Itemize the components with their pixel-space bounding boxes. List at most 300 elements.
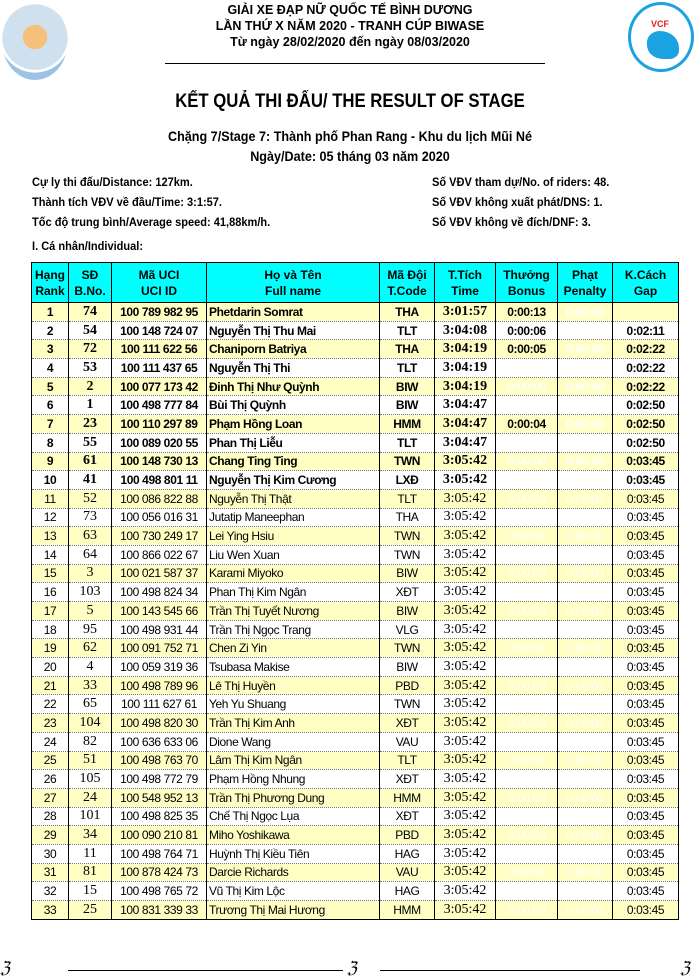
cell-uci-id — [112, 415, 207, 434]
cell-rank — [32, 583, 69, 602]
cell-uci-id — [112, 508, 207, 527]
table-row — [32, 695, 679, 714]
cell-value: 65 — [83, 696, 97, 712]
table-row — [32, 359, 679, 378]
cell-value: 3:04:19 — [442, 378, 488, 394]
cell-bonus — [496, 452, 558, 471]
cell-uci-id — [112, 602, 207, 621]
cell-gap — [613, 452, 679, 471]
footer-logo-icon: ℨ — [680, 958, 690, 977]
column-header-label: Penalty — [563, 283, 607, 298]
cell-value: HMM — [393, 902, 421, 917]
cell-bonus — [496, 545, 558, 564]
cell-team-code — [380, 788, 435, 807]
cell-value: 20 — [43, 659, 57, 674]
cell-value: 100 498 825 35 — [120, 809, 198, 824]
cell-bib — [69, 882, 112, 901]
cell-placeholder: 0:00:00 — [507, 529, 546, 544]
cell-placeholder: 0:00:00 — [565, 342, 605, 357]
cell-value: 4 — [86, 658, 94, 674]
cell-penalty — [558, 377, 613, 396]
cell-placeholder: 0:00:00 — [566, 753, 604, 768]
cell-value: 31 — [43, 865, 57, 880]
cell-bonus — [496, 658, 558, 677]
table-row — [32, 340, 679, 359]
cell-team-code — [380, 807, 435, 826]
cell-time — [435, 303, 496, 322]
cell-penalty — [558, 321, 613, 340]
cell-bib — [69, 415, 112, 434]
cell-full-name — [207, 303, 380, 322]
table-row — [32, 732, 679, 751]
cell-rank — [32, 433, 69, 452]
cell-full-name — [207, 359, 380, 378]
cell-rank — [32, 359, 69, 378]
cell-bonus — [496, 639, 558, 658]
cell-bib — [69, 377, 112, 396]
cell-value: 0:03:45 — [626, 772, 665, 787]
cell-value: 17 — [43, 603, 57, 618]
cell-time — [435, 676, 496, 695]
cell-team-code — [380, 452, 435, 471]
cell-gap — [613, 695, 679, 714]
cell-value: HMM — [393, 416, 421, 431]
cell-uci-id — [112, 396, 207, 415]
cell-time — [435, 340, 496, 359]
cell-bib — [69, 396, 112, 415]
cell-uci-id — [112, 471, 207, 490]
cell-value: Phetdarin Somrat — [209, 304, 303, 319]
cell-penalty — [558, 471, 613, 490]
cell-value: 11 — [83, 845, 97, 861]
cell-bib — [69, 676, 112, 695]
cell-full-name — [207, 377, 380, 396]
cell-value: 100 148 730 13 — [120, 454, 198, 469]
cell-time — [435, 583, 496, 602]
cell-rank — [32, 340, 69, 359]
cell-placeholder: 0:00:00 — [566, 828, 604, 843]
column-header-full-name — [207, 263, 380, 303]
cell-uci-id — [112, 732, 207, 751]
table-row — [32, 602, 679, 621]
cell-bonus — [496, 770, 558, 789]
cell-bonus — [496, 676, 558, 695]
cell-value: Vũ Thị Kim Lộc — [209, 884, 285, 899]
cell-value: 32 — [43, 884, 57, 899]
cell-penalty — [558, 882, 613, 901]
cell-bib — [69, 452, 112, 471]
cell-value: 3 — [46, 342, 54, 357]
cell-uci-id — [112, 695, 207, 714]
cell-bib — [69, 620, 112, 639]
column-header-team-code — [380, 263, 435, 303]
column-header-label: Time — [451, 283, 479, 298]
cell-penalty — [558, 788, 613, 807]
cell-value: TLT — [397, 491, 417, 506]
cell-value: 100 091 752 71 — [120, 641, 198, 656]
cell-bib — [69, 863, 112, 882]
cell-value: 100 498 820 30 — [120, 715, 198, 730]
column-header-label: K.Cách — [624, 267, 667, 282]
stage-title: Chặng 7/Stage 7: Thành phố Phan Rang - Khu du lịch Mũi Né — [167, 128, 532, 144]
cell-bib — [69, 321, 112, 340]
cell-value: 25 — [83, 901, 97, 917]
cell-value: 3:05:42 — [443, 640, 487, 656]
cell-team-code — [380, 882, 435, 901]
cell-gap — [613, 826, 679, 845]
cell-team-code — [380, 583, 435, 602]
cell-full-name — [207, 863, 380, 882]
table-row — [32, 658, 679, 677]
cell-value: 28 — [43, 809, 57, 824]
header-line2: LẦN THỨ X NĂM 2020 - TRANH CÚP BIWASE — [215, 19, 485, 33]
cell-placeholder: 0:00:00 — [507, 641, 546, 656]
cell-penalty — [558, 452, 613, 471]
cell-bonus — [496, 433, 558, 452]
cell-rank — [32, 508, 69, 527]
cell-time — [435, 545, 496, 564]
cell-value: Phan Thị Kim Ngân — [209, 585, 307, 600]
cell-value: 3:05:42 — [443, 771, 487, 787]
cell-value: 3:05:42 — [443, 490, 487, 506]
cell-value: 3:05:42 — [443, 602, 487, 618]
cell-value: 12 — [43, 510, 57, 525]
footer-logo-icon: ℨ — [347, 958, 357, 977]
column-header-label: T.Tích — [447, 267, 482, 282]
cell-value: Dione Wang — [209, 734, 271, 749]
column-header-label: Mã UCI — [138, 267, 180, 282]
cell-rank — [32, 882, 69, 901]
distance: Cự ly thi đấu/Distance: 127km. — [32, 175, 193, 189]
cell-value: 3:05:42 — [443, 752, 487, 768]
cell-bonus — [496, 564, 558, 583]
cell-gap — [613, 714, 679, 733]
cell-team-code — [380, 545, 435, 564]
cell-penalty — [558, 359, 613, 378]
cell-placeholder: 0:00:00 — [507, 566, 546, 581]
cell-value: 3:05:42 — [443, 808, 487, 824]
cell-value: 100 111 437 65 — [120, 360, 198, 375]
cell-value: BIW — [396, 659, 418, 674]
cell-value: Trương Thị Mai Hương — [209, 902, 325, 917]
cell-full-name — [207, 695, 380, 714]
cell-value: 15 — [83, 883, 97, 899]
cell-bonus — [496, 508, 558, 527]
table-row — [32, 396, 679, 415]
cell-value: 100 148 724 07 — [120, 323, 198, 338]
table-row — [32, 882, 679, 901]
cell-value: 2 — [86, 378, 94, 394]
cell-team-code — [380, 508, 435, 527]
cell-team-code — [380, 751, 435, 770]
cell-rank — [32, 826, 69, 845]
cell-team-code — [380, 658, 435, 677]
cell-rank — [32, 732, 69, 751]
cell-placeholder: 0:00:00 — [507, 491, 546, 506]
cell-rank — [32, 602, 69, 621]
cell-value: VAU — [395, 734, 419, 749]
cell-full-name — [207, 639, 380, 658]
cell-value: 0:02:11 — [626, 323, 665, 338]
table-row — [32, 415, 679, 434]
cell-value: 100 498 764 71 — [120, 846, 198, 861]
column-header-label: Hạng — [35, 267, 65, 282]
cell-value: 15 — [43, 566, 57, 581]
cell-gap — [613, 844, 679, 863]
column-header-penalty — [558, 263, 613, 303]
cell-penalty — [558, 901, 613, 920]
cell-value: 54 — [83, 322, 97, 338]
cell-uci-id — [112, 882, 207, 901]
cell-value: 100 498 931 44 — [120, 622, 198, 637]
cell-placeholder: 0:00:00 — [565, 379, 605, 394]
cell-value: 0:03:45 — [626, 659, 665, 674]
cell-value: 0:03:45 — [626, 547, 665, 562]
column-header-label: Bonus — [507, 283, 546, 298]
results-table — [31, 262, 679, 920]
cell-gap — [613, 882, 679, 901]
cell-penalty — [558, 732, 613, 751]
cell-value: 100 059 319 36 — [120, 659, 198, 674]
cell-value: Nguyễn Thị Thu Mai — [209, 323, 316, 338]
cell-bib — [69, 714, 112, 733]
column-header-label: B.No. — [74, 283, 106, 298]
cell-bib — [69, 303, 112, 322]
cell-bib — [69, 527, 112, 546]
cell-bonus — [496, 396, 558, 415]
column-header-time — [435, 263, 496, 303]
cell-value: 105 — [79, 771, 101, 787]
cell-value: THA — [395, 510, 419, 525]
winner-time: Thành tích VĐV về đầu/Time: 3:1:57. — [32, 195, 222, 209]
cell-value: TLT — [397, 435, 417, 450]
cell-value: Đinh Thị Như Quỳnh — [209, 379, 320, 394]
cell-full-name — [207, 452, 380, 471]
cell-value: 7 — [46, 416, 54, 431]
cell-value: Lâm Thị Kim Ngân — [209, 753, 302, 768]
cell-value: 104 — [79, 714, 101, 730]
cell-value: 101 — [79, 808, 101, 824]
cell-uci-id — [112, 564, 207, 583]
cell-time — [435, 807, 496, 826]
cell-gap — [613, 676, 679, 695]
column-header-label: Phạt — [571, 267, 598, 282]
cell-value: 0:03:45 — [626, 902, 665, 917]
stage-date: Ngày/Date: 05 tháng 03 năm 2020 — [250, 148, 450, 164]
cell-placeholder: 0:00:00 — [566, 902, 604, 917]
cell-value: XĐT — [395, 585, 419, 600]
column-header-label: Gap — [633, 283, 658, 298]
cell-placeholder: 0:00:00 — [566, 529, 604, 544]
cell-value: 100 498 777 84 — [120, 398, 198, 413]
cell-gap — [613, 545, 679, 564]
cell-value: 23 — [83, 415, 97, 431]
cell-value: 10 — [43, 473, 57, 488]
cell-value: Bùi Thị Quỳnh — [209, 398, 286, 413]
cell-time — [435, 770, 496, 789]
cell-team-code — [380, 714, 435, 733]
cell-value: TWN — [393, 454, 421, 469]
cell-rank — [32, 452, 69, 471]
cell-value: 3:01:57 — [442, 303, 488, 319]
cell-rank — [32, 714, 69, 733]
cell-value: PBD — [395, 678, 419, 693]
cell-bonus — [496, 882, 558, 901]
cell-value: 1 — [86, 397, 94, 413]
cell-full-name — [207, 564, 380, 583]
cell-time — [435, 508, 496, 527]
cell-rank — [32, 377, 69, 396]
table-row — [32, 527, 679, 546]
cell-time — [435, 658, 496, 677]
cell-value: 0:00:05 — [507, 342, 546, 357]
dnf-count: Số VĐV không về đích/DNF: 3. — [432, 215, 591, 229]
cell-value: 100 789 982 95 — [120, 304, 198, 319]
cell-rank — [32, 545, 69, 564]
cell-gap — [613, 788, 679, 807]
cell-full-name — [207, 321, 380, 340]
cell-time — [435, 527, 496, 546]
cell-time — [435, 489, 496, 508]
cell-uci-id — [112, 826, 207, 845]
cell-value: 26 — [43, 772, 57, 787]
cell-bonus — [496, 863, 558, 882]
cell-value: 63 — [83, 528, 97, 544]
cell-value: 23 — [43, 715, 57, 730]
cell-penalty — [558, 340, 613, 359]
cell-full-name — [207, 714, 380, 733]
cell-value: HMM — [393, 790, 421, 805]
cell-full-name — [207, 396, 380, 415]
cell-bonus — [496, 788, 558, 807]
table-row — [32, 583, 679, 602]
cell-full-name — [207, 508, 380, 527]
cell-uci-id — [112, 639, 207, 658]
cell-value: 0:00:04 — [507, 416, 546, 431]
cell-full-name — [207, 807, 380, 826]
cell-gap — [613, 471, 679, 490]
cell-placeholder: 0:00:00 — [566, 566, 604, 581]
info-left — [32, 172, 270, 232]
footer-line — [380, 970, 640, 971]
cell-value: 0:02:22 — [626, 379, 665, 394]
cell-value: Jutatip Maneephan — [209, 510, 305, 525]
cell-bib — [69, 359, 112, 378]
cell-value: THA — [395, 342, 419, 357]
cell-value: 100 831 339 33 — [120, 902, 198, 917]
cell-value: Darcie Richards — [209, 865, 289, 880]
cell-value: VLG — [395, 622, 419, 637]
cell-team-code — [380, 676, 435, 695]
cell-rank — [32, 695, 69, 714]
cell-bib — [69, 732, 112, 751]
cell-value: 100 021 587 37 — [120, 566, 198, 581]
cell-team-code — [380, 620, 435, 639]
cell-rank — [32, 901, 69, 920]
cell-placeholder: 0:00:00 — [566, 641, 604, 656]
cell-value: 33 — [83, 677, 97, 693]
cell-value: 25 — [43, 753, 57, 768]
cell-value: Phạm Hồng Loan — [209, 416, 303, 431]
cell-team-code — [380, 396, 435, 415]
cell-value: 100 498 789 96 — [120, 678, 198, 693]
cell-value: 11 — [44, 491, 56, 506]
cell-value: 16 — [43, 585, 57, 600]
cell-value: 3:05:42 — [443, 584, 487, 600]
cell-placeholder: 0:00:00 — [565, 304, 605, 319]
cell-uci-id — [112, 340, 207, 359]
cell-gap — [613, 863, 679, 882]
cell-value: 41 — [83, 472, 97, 488]
cell-value: 0:02:50 — [626, 398, 665, 413]
cell-full-name — [207, 340, 380, 359]
table-row — [32, 433, 679, 452]
cell-uci-id — [112, 676, 207, 695]
cell-value: 0:03:45 — [626, 529, 665, 544]
cell-placeholder: 0:00:00 — [566, 865, 604, 880]
cell-bib — [69, 807, 112, 826]
cell-uci-id — [112, 658, 207, 677]
page-title: KẾT QUẢ THI ĐẤU/ THE RESULT OF STAGE — [175, 91, 525, 112]
cell-placeholder: 0:00:00 — [507, 379, 546, 394]
cell-value: 100 110 297 89 — [120, 416, 198, 431]
header-line3: Từ ngày 28/02/2020 đến ngày 08/03/2020 — [230, 35, 470, 49]
cell-value: 3:05:42 — [443, 509, 487, 525]
cell-value: 5 — [86, 602, 94, 618]
cell-placeholder: 0:00:00 — [566, 603, 604, 618]
cell-value: 100 090 210 81 — [120, 828, 198, 843]
cell-value: 3:05:42 — [443, 621, 487, 637]
cell-value: 4 — [46, 360, 54, 375]
cell-value: Nguyễn Thị Kim Cương — [209, 473, 337, 488]
cell-value: 100 089 020 55 — [120, 435, 198, 450]
cell-value: 0:00:06 — [507, 323, 546, 338]
table-row — [32, 788, 679, 807]
cell-bonus — [496, 620, 558, 639]
cell-uci-id — [112, 844, 207, 863]
cell-uci-id — [112, 321, 207, 340]
cell-penalty — [558, 807, 613, 826]
section-heading: I. Cá nhân/Individual: — [32, 239, 144, 253]
cell-time — [435, 452, 496, 471]
cell-value: 3:05:42 — [442, 453, 488, 469]
table-row — [32, 452, 679, 471]
cell-penalty — [558, 676, 613, 695]
cell-gap — [613, 732, 679, 751]
cell-bib — [69, 471, 112, 490]
cell-value: 3:05:42 — [442, 472, 488, 488]
cell-placeholder: 0:00:00 — [507, 753, 546, 768]
column-header-label: Mã Đội — [387, 267, 427, 282]
column-header-label: Thưởng — [503, 267, 550, 282]
cell-bib — [69, 770, 112, 789]
cell-value: Nguyễn Thị Thật — [209, 491, 292, 506]
cell-bonus — [496, 901, 558, 920]
cell-penalty — [558, 620, 613, 639]
cell-bonus — [496, 321, 558, 340]
cell-value: HAG — [394, 846, 420, 861]
cell-uci-id — [112, 377, 207, 396]
cell-value: 3:05:42 — [443, 658, 487, 674]
cell-uci-id — [112, 545, 207, 564]
cell-value: 3 — [86, 565, 94, 581]
cell-team-code — [380, 415, 435, 434]
cell-value: Trần Thị Tuyết Nương — [209, 603, 319, 618]
cell-uci-id — [112, 583, 207, 602]
cell-value: 0:03:45 — [626, 715, 665, 730]
cell-penalty — [558, 863, 613, 882]
cell-value: 3:05:42 — [443, 827, 487, 843]
